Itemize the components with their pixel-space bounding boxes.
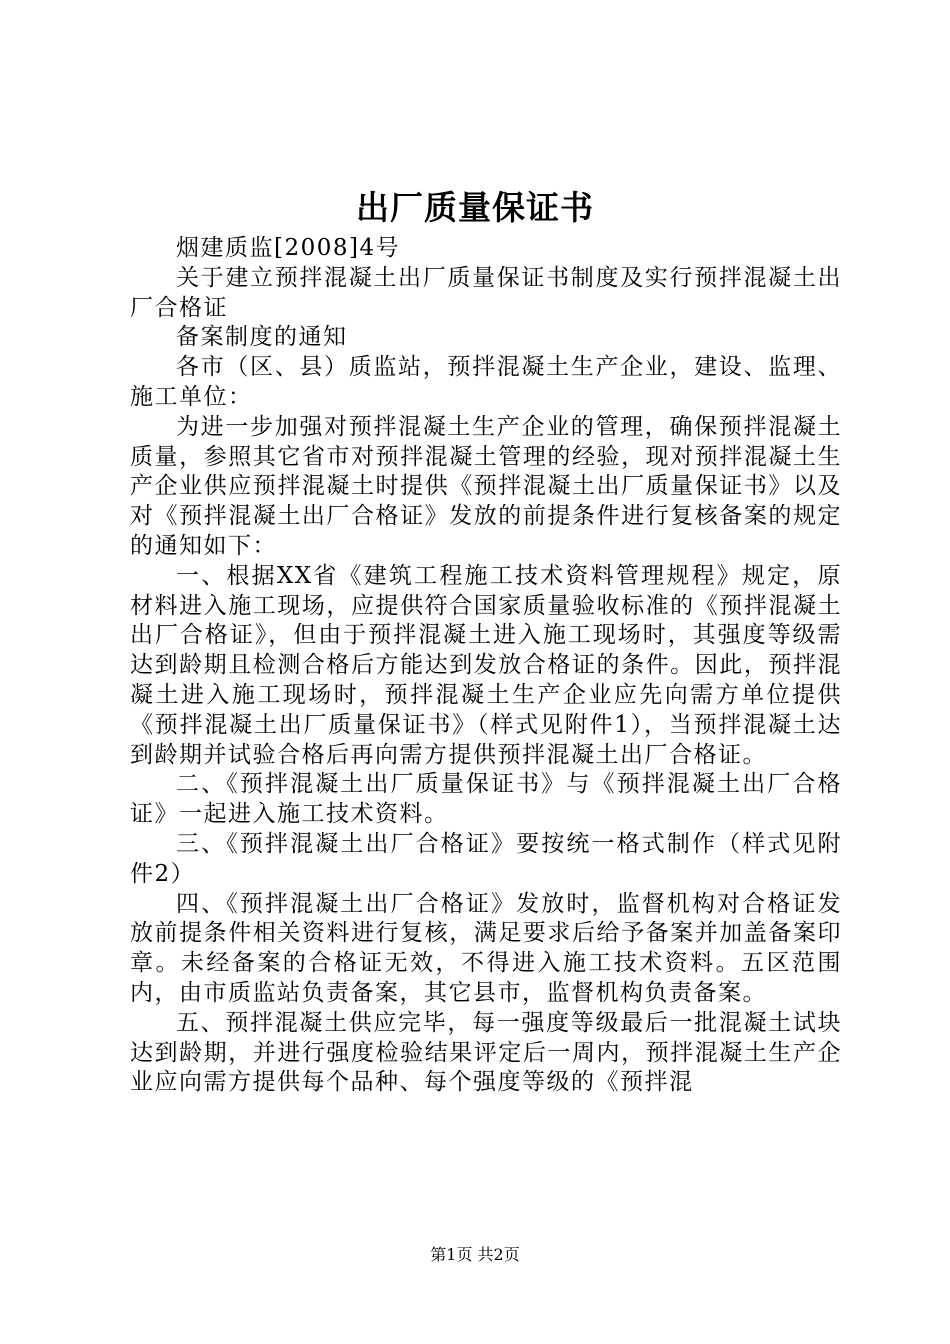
paragraph-recipients: 各市（区、县）质监站，预拌混凝土生产企业，建设、监理、施工单位： — [130, 354, 842, 410]
paragraph-item-3: 三、《预拌混凝土出厂合格证》要按统一格式制作（样式见附件2） — [130, 830, 842, 887]
paragraph-doc-number: 烟建质监[2008]4号 — [176, 235, 401, 261]
page-footer: 第1页 共2页 — [430, 1245, 520, 1264]
paragraph-subject-cont: 备案制度的通知 — [176, 324, 348, 351]
document-title: 出厂质量保证书 — [356, 188, 594, 227]
document-body — [130, 234, 842, 1098]
paragraph-subject: 关于建立预拌混凝土出厂质量保证书制度及实行预拌混凝土出厂合格证 — [130, 264, 842, 321]
paragraph-intro: 为进一步加强对预拌混凝土生产企业的管理，确保预拌混凝土质量，参照其它省市对预拌混凝土管理的经验，现对预拌混凝土生产企业供应预拌混凝土时提供《预拌混凝土出厂质量保证书》以及对《预拌混凝土出厂合格证》发放的前提条件进行复核备案的规定的通知如下： — [130, 413, 842, 559]
paragraph-item-5: 五、预拌混凝土供应完毕，每一强度等级最后一批混凝土试块达到龄期，并进行强度检验结果评定后一周内，预拌混凝土生产企业应向需方提供每个品种、每个强度等级的《预拌混 — [130, 1009, 842, 1096]
paragraph-item-2: 二、《预拌混凝土出厂质量保证书》与《预拌混凝土出厂合格证》一起进入施工技术资料。 — [130, 771, 842, 828]
paragraph-item-4: 四、《预拌混凝土出厂合格证》发放时，监督机构对合格证发放前提条件相关资料进行复核，满足要求后给予备案并加盖备案印章。未经备案的合格证无效，不得进入施工技术资料。五区范围内，由市质监站负责备案，其它县市，监督机构负责备案。 — [130, 890, 842, 1006]
paragraph-item-1: 一、根据XX省《建筑工程施工技术资料管理规程》规定，原材料进入施工现场，应提供符合国家质量验收标准的《预拌混凝土出厂合格证》，但由于预拌混凝土进入施工现场时，其强度等级需达到龄期且检测合格后方能达到发放合格证的条件。因此，预拌混凝土进入施工现场时，预拌混凝土生产企业应先向需方单位提供《预拌混凝土出厂质量保证书》（样式见附件1），当预拌混凝土达到龄期并试验合格后再向需方提供预拌混凝土出厂合格证。 — [130, 562, 842, 768]
